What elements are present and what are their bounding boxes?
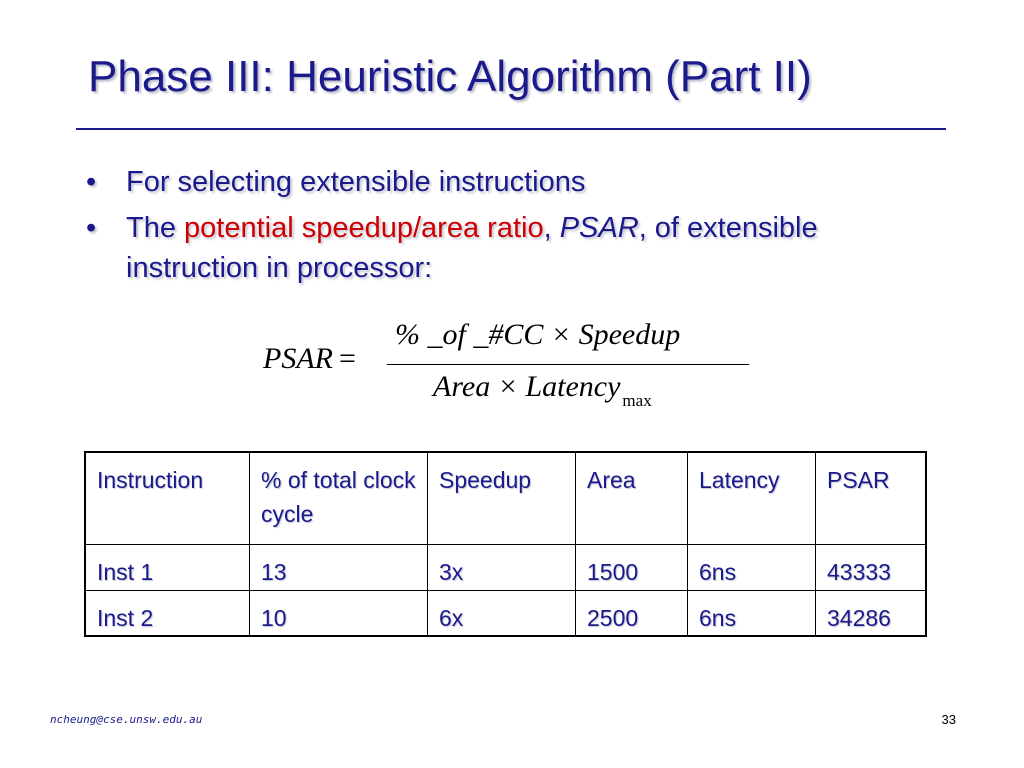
formula-subscript: max <box>622 391 652 410</box>
table-cell: 13 <box>250 544 428 590</box>
formula-lhs <box>263 342 356 376</box>
table-cell: 1500 <box>576 544 688 590</box>
header-cell: Speedup <box>428 452 576 544</box>
formula-denominator-text: Area × Latency <box>433 370 621 403</box>
table-cell: 10 <box>250 590 428 636</box>
slide-title: Phase III: Heuristic Algorithm (Part II) <box>88 52 812 101</box>
formula-equals: = <box>338 342 356 375</box>
header-cell: PSAR <box>816 452 927 544</box>
table-cell: 6ns <box>688 544 816 590</box>
fraction-bar <box>387 364 749 365</box>
bullet-dot-icon: • <box>86 212 97 244</box>
header-cell: Latency <box>688 452 816 544</box>
footer-email: ncheung@cse.unsw.edu.au <box>50 713 203 726</box>
bullet-separator: , <box>543 212 560 244</box>
formula-numerator: % _of _#CC × Speedup <box>395 318 681 351</box>
table-cell: 6ns <box>688 590 816 636</box>
page-number: 33 <box>941 712 956 727</box>
instruction-table <box>84 451 927 637</box>
bullet-item <box>86 208 846 288</box>
bullet-dot-icon: • <box>86 166 97 198</box>
bullet-highlight: potential speedup/area ratio <box>184 212 544 244</box>
table-header-row <box>85 452 926 544</box>
table-cell: 43333 <box>816 544 927 590</box>
table-cell: 2500 <box>576 590 688 636</box>
formula-denominator <box>433 370 652 411</box>
table-cell: Inst 1 <box>85 544 250 590</box>
table-cell: 3x <box>428 544 576 590</box>
table-cell: 6x <box>428 590 576 636</box>
bullet-text-suffix: , of extensible instruction in processor: <box>126 212 818 284</box>
header-cell: Instruction <box>85 452 250 544</box>
table-cell: Inst 2 <box>85 590 250 636</box>
table-row <box>85 544 926 590</box>
header-cell: Area <box>576 452 688 544</box>
bullet-list <box>86 162 846 294</box>
bullet-text: For selecting extensible instructions <box>126 166 586 198</box>
formula-lhs-term: PSAR <box>263 342 333 375</box>
bullet-text-prefix: The <box>126 212 185 244</box>
table-cell: 34286 <box>816 590 927 636</box>
title-underline <box>76 128 946 130</box>
psar-formula <box>255 318 775 418</box>
table-row <box>85 590 926 636</box>
bullet-item <box>86 162 846 202</box>
header-cell: % of total clock cycle <box>250 452 428 544</box>
bullet-acronym: PSAR <box>559 212 639 244</box>
